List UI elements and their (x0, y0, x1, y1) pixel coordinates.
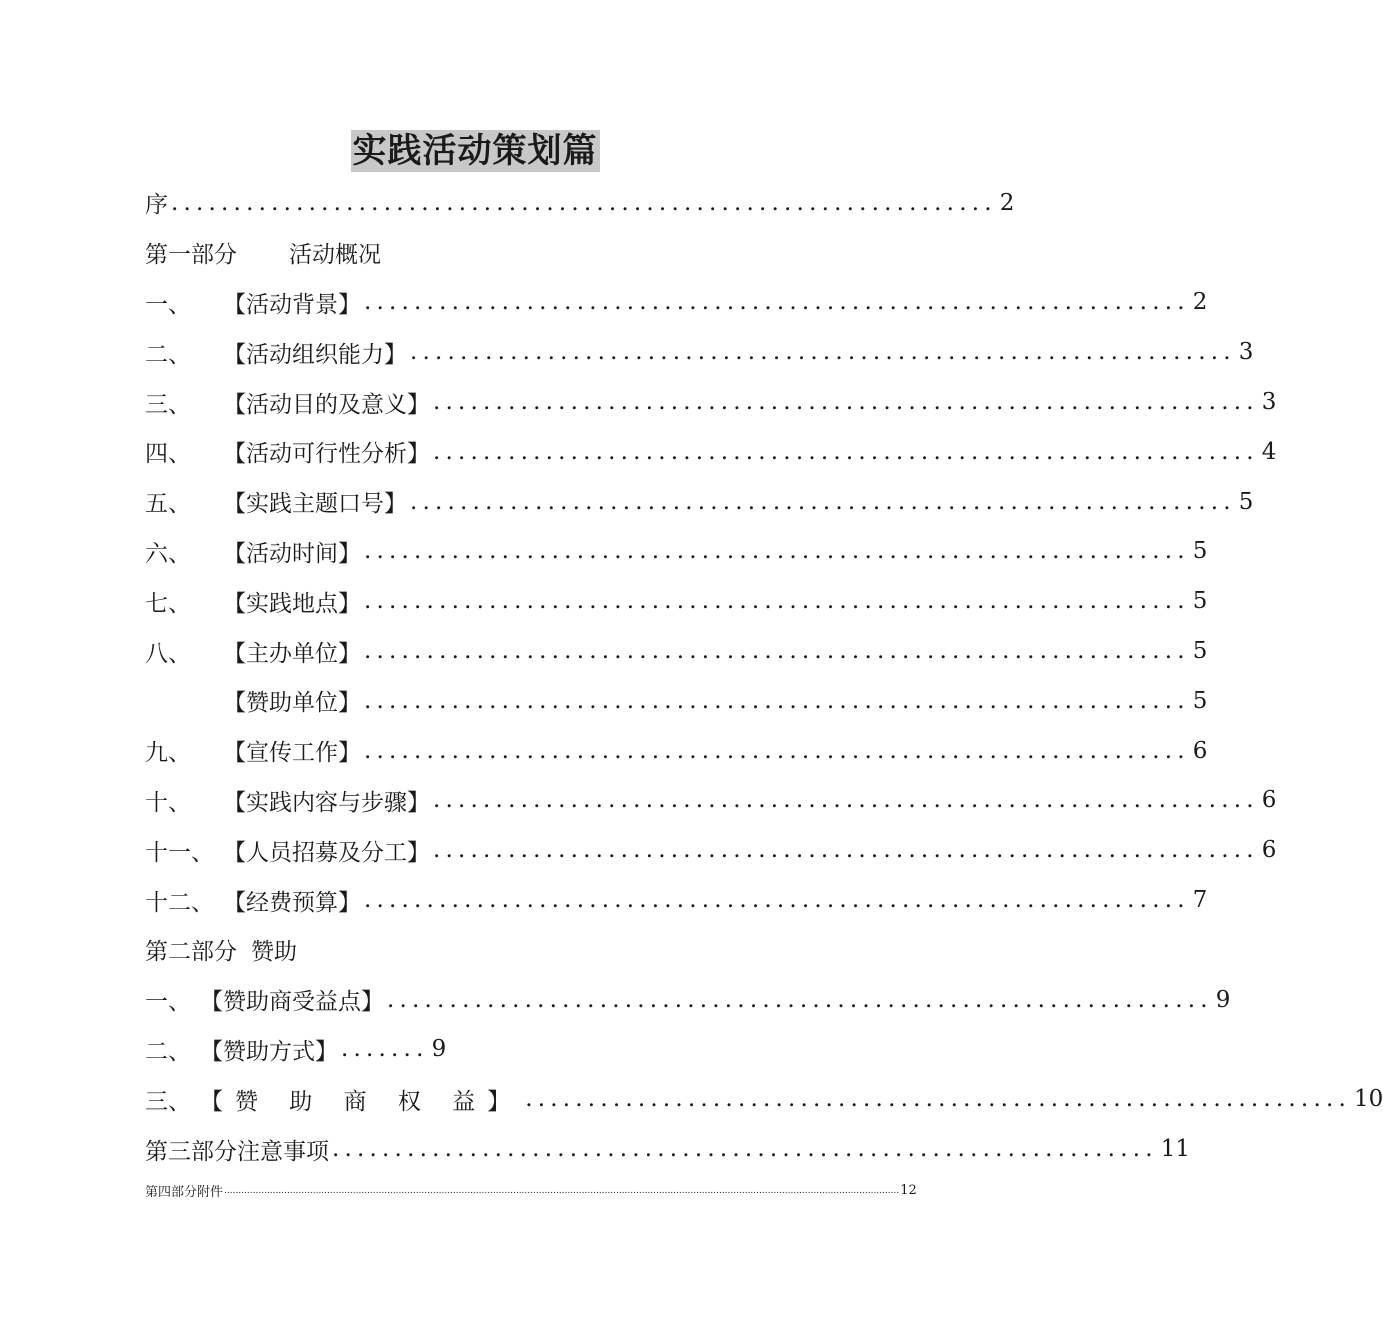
toc-entry-number: 二、 (145, 1038, 191, 1065)
toc-entry-number: 三、 (145, 391, 191, 418)
toc-entry[interactable] (145, 278, 1208, 328)
toc-entry[interactable] (145, 676, 1208, 726)
toc-entry-label: 【活动背景】 (223, 291, 361, 318)
dot-leader: .................................................................. (364, 289, 1190, 316)
toc-page-number: 2 (999, 189, 1015, 216)
part-label: 第二部分 (145, 939, 237, 966)
toc-page-number: 6 (1261, 787, 1277, 814)
dot-leader: .................................................................. (387, 986, 1213, 1013)
dot-leader: .................................................................. (364, 887, 1190, 914)
part-title: 附件 (197, 1185, 224, 1201)
toc-entry-part4[interactable] (145, 1180, 917, 1202)
dot-leader: .................................................................. (410, 488, 1236, 515)
toc-page-number: 5 (1192, 638, 1208, 665)
toc-page-number: 9 (431, 1036, 447, 1063)
toc-entry-label: 【赞助单位】 (223, 690, 361, 717)
toc-entry-number: 十二、 (145, 889, 214, 916)
dot-leader: .................................................................. (364, 687, 1190, 714)
toc-entry-number: 一、 (145, 291, 191, 318)
toc-entry[interactable] (145, 776, 1277, 826)
toc-page-number: 5 (1192, 538, 1208, 565)
part-title: 活动概况 (289, 242, 381, 269)
document-title: 实践活动策划篇 (352, 131, 598, 171)
toc-entry-number: 四、 (145, 441, 191, 468)
toc-page-number: 2 (1192, 289, 1208, 316)
dot-leader: .................................................................. (171, 189, 997, 216)
dot-leader: .................................................................. (410, 339, 1236, 366)
toc-entry[interactable] (145, 975, 1231, 1025)
part-title: 赞助 (251, 939, 297, 966)
dot-leader: ....... (341, 1036, 429, 1063)
toc-page-number: 11 (1160, 1136, 1191, 1163)
toc-entry-label: 【赞助方式】 (200, 1038, 338, 1065)
toc-entry-label: 【主办单位】 (223, 640, 361, 667)
dot-leader: .................................................................. (433, 438, 1259, 465)
toc-entry-number: 一、 (145, 989, 191, 1016)
toc-entry-label: 【实践内容与步骤】 (223, 789, 430, 816)
part-title: 注意事项 (237, 1138, 329, 1165)
toc-entry-number: 五、 (145, 491, 191, 518)
toc-page-number: 3 (1238, 339, 1254, 366)
dot-leader: .................................................................. (332, 1136, 1158, 1163)
dot-leader: .................................................................. (364, 638, 1190, 665)
toc-entry[interactable] (145, 327, 1254, 377)
toc-page-number: 5 (1192, 588, 1208, 615)
dot-leader: .................................................................. (525, 1086, 1351, 1113)
toc-entry-label: 【赞助商受益点】 (200, 989, 384, 1016)
toc-entry-number: 六、 (145, 540, 191, 567)
toc-entry-number: 九、 (145, 740, 191, 767)
toc-entry[interactable] (145, 825, 1277, 875)
dot-leader: .................................................................. (364, 538, 1190, 565)
toc-entry[interactable] (145, 477, 1254, 527)
toc-entry-number: 十一、 (145, 839, 214, 866)
toc-entry-label: 【赞 助 商 权 益】 (200, 1088, 523, 1115)
toc-entry[interactable] (145, 726, 1208, 776)
toc-entry-number: 三、 (145, 1088, 191, 1115)
toc-entry[interactable] (145, 1074, 1383, 1124)
toc-page-number: 3 (1261, 389, 1277, 416)
dot-leader: .................................................................. (364, 588, 1190, 615)
dot-leader: ............................................................................................................................................................................................................................................ (224, 1185, 900, 1196)
toc-entry[interactable] (145, 1025, 807, 1075)
toc-entry[interactable] (145, 576, 1208, 626)
toc-part-heading (145, 925, 807, 975)
toc-page-number: 4 (1261, 438, 1277, 465)
toc-page-number: 12 (900, 1183, 917, 1199)
toc-entry-number: 十、 (145, 789, 191, 816)
toc-entry-label: 【人员招募及分工】 (223, 839, 430, 866)
toc-entry-number: 八、 (145, 640, 191, 667)
toc-entry-label: 【活动时间】 (223, 540, 361, 567)
toc-entry-label: 【活动目的及意义】 (223, 391, 430, 418)
toc-entry-preface[interactable] (145, 178, 1015, 228)
part-label: 第三部分 (145, 1138, 237, 1165)
toc-page-number: 7 (1192, 887, 1208, 914)
toc-entry-number: 二、 (145, 341, 191, 368)
toc-page-number: 9 (1215, 986, 1231, 1013)
toc-page-number: 6 (1261, 837, 1277, 864)
toc-page-number: 10 (1353, 1086, 1383, 1113)
toc-entry-part3[interactable] (145, 1124, 1191, 1174)
dot-leader: .................................................................. (433, 837, 1259, 864)
dot-leader: .................................................................. (364, 737, 1190, 764)
dot-leader: .................................................................. (433, 787, 1259, 814)
toc-page-number: 6 (1192, 737, 1208, 764)
toc-entry[interactable] (145, 875, 1208, 925)
toc-entry[interactable] (145, 626, 1208, 676)
toc-page-number: 5 (1238, 488, 1254, 515)
toc-page-number: 5 (1192, 687, 1208, 714)
toc-entry[interactable] (145, 527, 1208, 577)
title-container (0, 130, 950, 172)
part-label: 第四部分 (145, 1185, 198, 1201)
toc-entry-label: 【活动可行性分析】 (223, 441, 430, 468)
toc-entry-label: 【宣传工作】 (223, 740, 361, 767)
toc-entry-number: 七、 (145, 590, 191, 617)
toc-entry[interactable] (145, 377, 1277, 427)
toc-entry-label: 【实践地点】 (223, 590, 361, 617)
toc-part-heading (145, 228, 807, 278)
toc-entry-label: 【实践主题口号】 (223, 491, 407, 518)
dot-leader: .................................................................. (433, 389, 1259, 416)
toc-entry-label: 【经费预算】 (223, 889, 361, 916)
toc-entry[interactable] (145, 427, 1277, 477)
table-of-contents (145, 178, 1383, 1202)
toc-entry-label: 序 (145, 192, 168, 219)
part-label: 第一部分 (145, 242, 237, 269)
toc-entry-label: 【活动组织能力】 (223, 341, 407, 368)
